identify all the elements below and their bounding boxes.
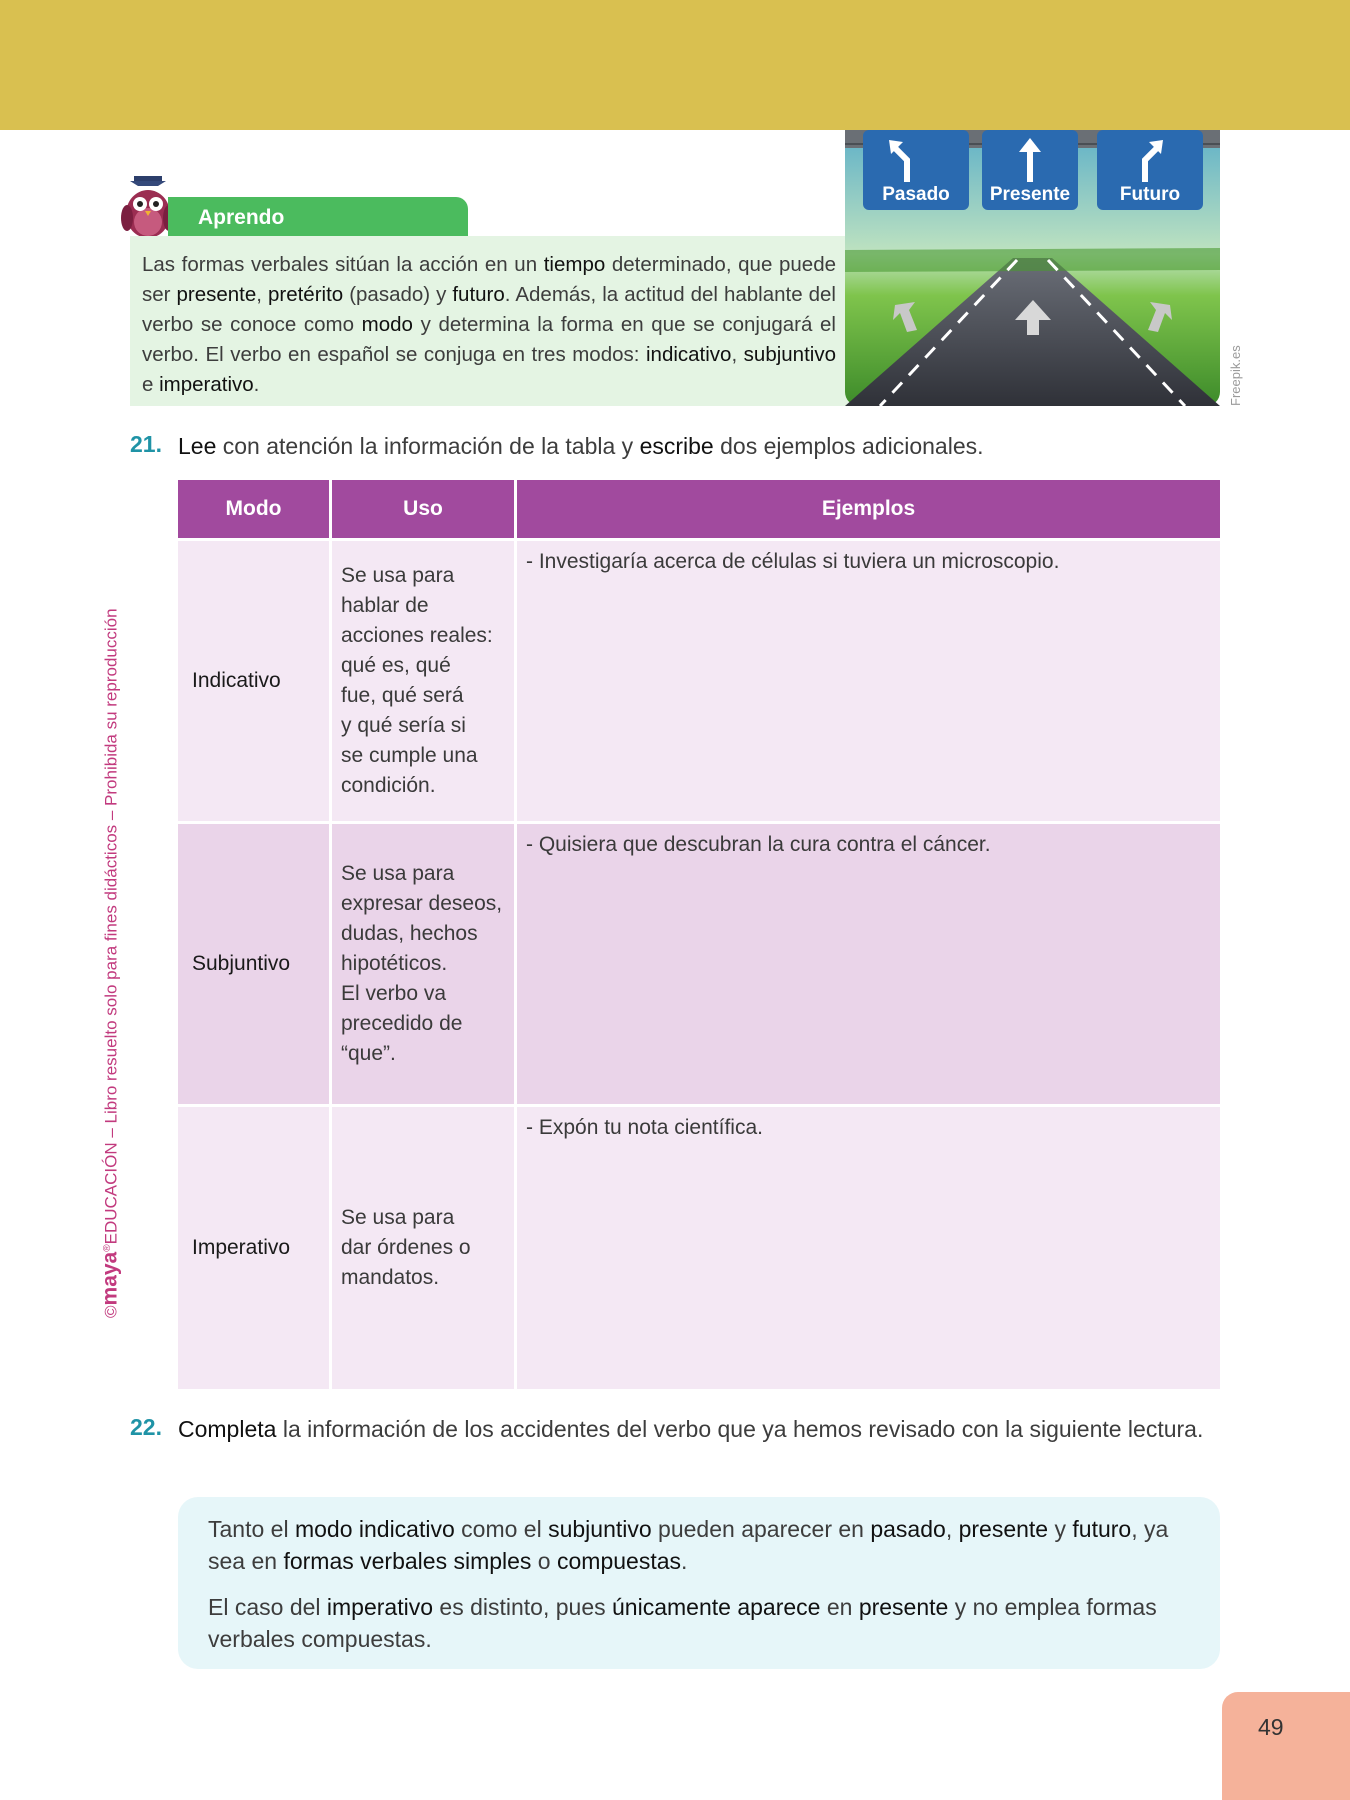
- question-22-text: Completa la información de los accidentes del verbo que ya hemos revisado con la siguiente lectura.: [178, 1416, 1204, 1442]
- verb-modes-table: [178, 480, 1220, 1389]
- sign-presente: Presente: [989, 184, 1071, 205]
- sign-pasado: Pasado: [882, 184, 950, 205]
- reading-paragraph-1: Tanto el modo indicativo como el subjuntivo pueden aparecer en pasado, presente y futuro, ya sea en formas verbales simples o compuestas.: [208, 1516, 1169, 1574]
- top-color-band: [0, 0, 1350, 130]
- ejemplo-answer-cell[interactable]: - Investigaría acerca de células si tuviera un microscopio.: [516, 540, 1221, 823]
- copyright-side-note: ©maya®EDUCACIÓN – Libro resuelto solo para fines didácticos – Prohibida su reproducción: [98, 608, 122, 1318]
- question-21-number: 21.: [130, 431, 162, 457]
- ejemplo-answer-cell[interactable]: - Expón tu nota científica.: [516, 1106, 1221, 1389]
- fill-in-reading-box: [178, 1497, 1220, 1669]
- road-signs-illustration: [845, 130, 1220, 406]
- aprendo-text: Las formas verbales sitúan la acción en un tiempo determinado, que puede ser presente, pretérito (pasado) y futuro. Además, la actitud del hablante del verbo se conoce como modo y determina la forma en que se conjugará el verbo. El verbo en español se conjuga en tres modos: indicativo, subjuntivo e imperativo.: [130, 236, 850, 406]
- header-uso: Uso: [331, 480, 516, 540]
- ejemplo-answer-cell[interactable]: - Quisiera que descubran la cura contra el cáncer.: [516, 823, 1221, 1106]
- table-header-row: [178, 480, 1220, 540]
- uso-cell: Se usa para expresar deseos, dudas, hechos hipotéticos. El verbo va precedido de “que”.: [331, 823, 516, 1106]
- image-credit: Freepik.es: [1228, 345, 1243, 406]
- modo-cell: Subjuntivo: [178, 823, 331, 1106]
- table-row-subjuntivo: [178, 823, 1220, 1106]
- modo-cell: Indicativo: [178, 540, 331, 823]
- table-row-imperativo: [178, 1106, 1220, 1389]
- header-ejemplos: Ejemplos: [516, 480, 1221, 540]
- sign-futuro: Futuro: [1119, 184, 1181, 205]
- brand-logo-text: maya: [98, 1251, 122, 1306]
- reading-paragraph-2: El caso del imperativo es distinto, pues únicamente aparece en presente y no emplea formas verbales compuestas.: [208, 1594, 1157, 1652]
- uso-cell: Se usa para hablar de acciones reales: qué es, qué fue, qué será y qué sería si se cumple una condición.: [331, 540, 516, 823]
- question-22-number: 22.: [130, 1414, 162, 1440]
- page-number: 49: [1222, 1692, 1350, 1800]
- table-row-indicativo: [178, 540, 1220, 823]
- header-modo: Modo: [178, 480, 331, 540]
- uso-cell: Se usa para dar órdenes o mandatos.: [331, 1106, 516, 1389]
- aprendo-title: Aprendo: [168, 197, 468, 239]
- modo-cell: Imperativo: [178, 1106, 331, 1389]
- question-21-text: Lee con atención la información de la tabla y escribe dos ejemplos adicionales.: [178, 433, 984, 459]
